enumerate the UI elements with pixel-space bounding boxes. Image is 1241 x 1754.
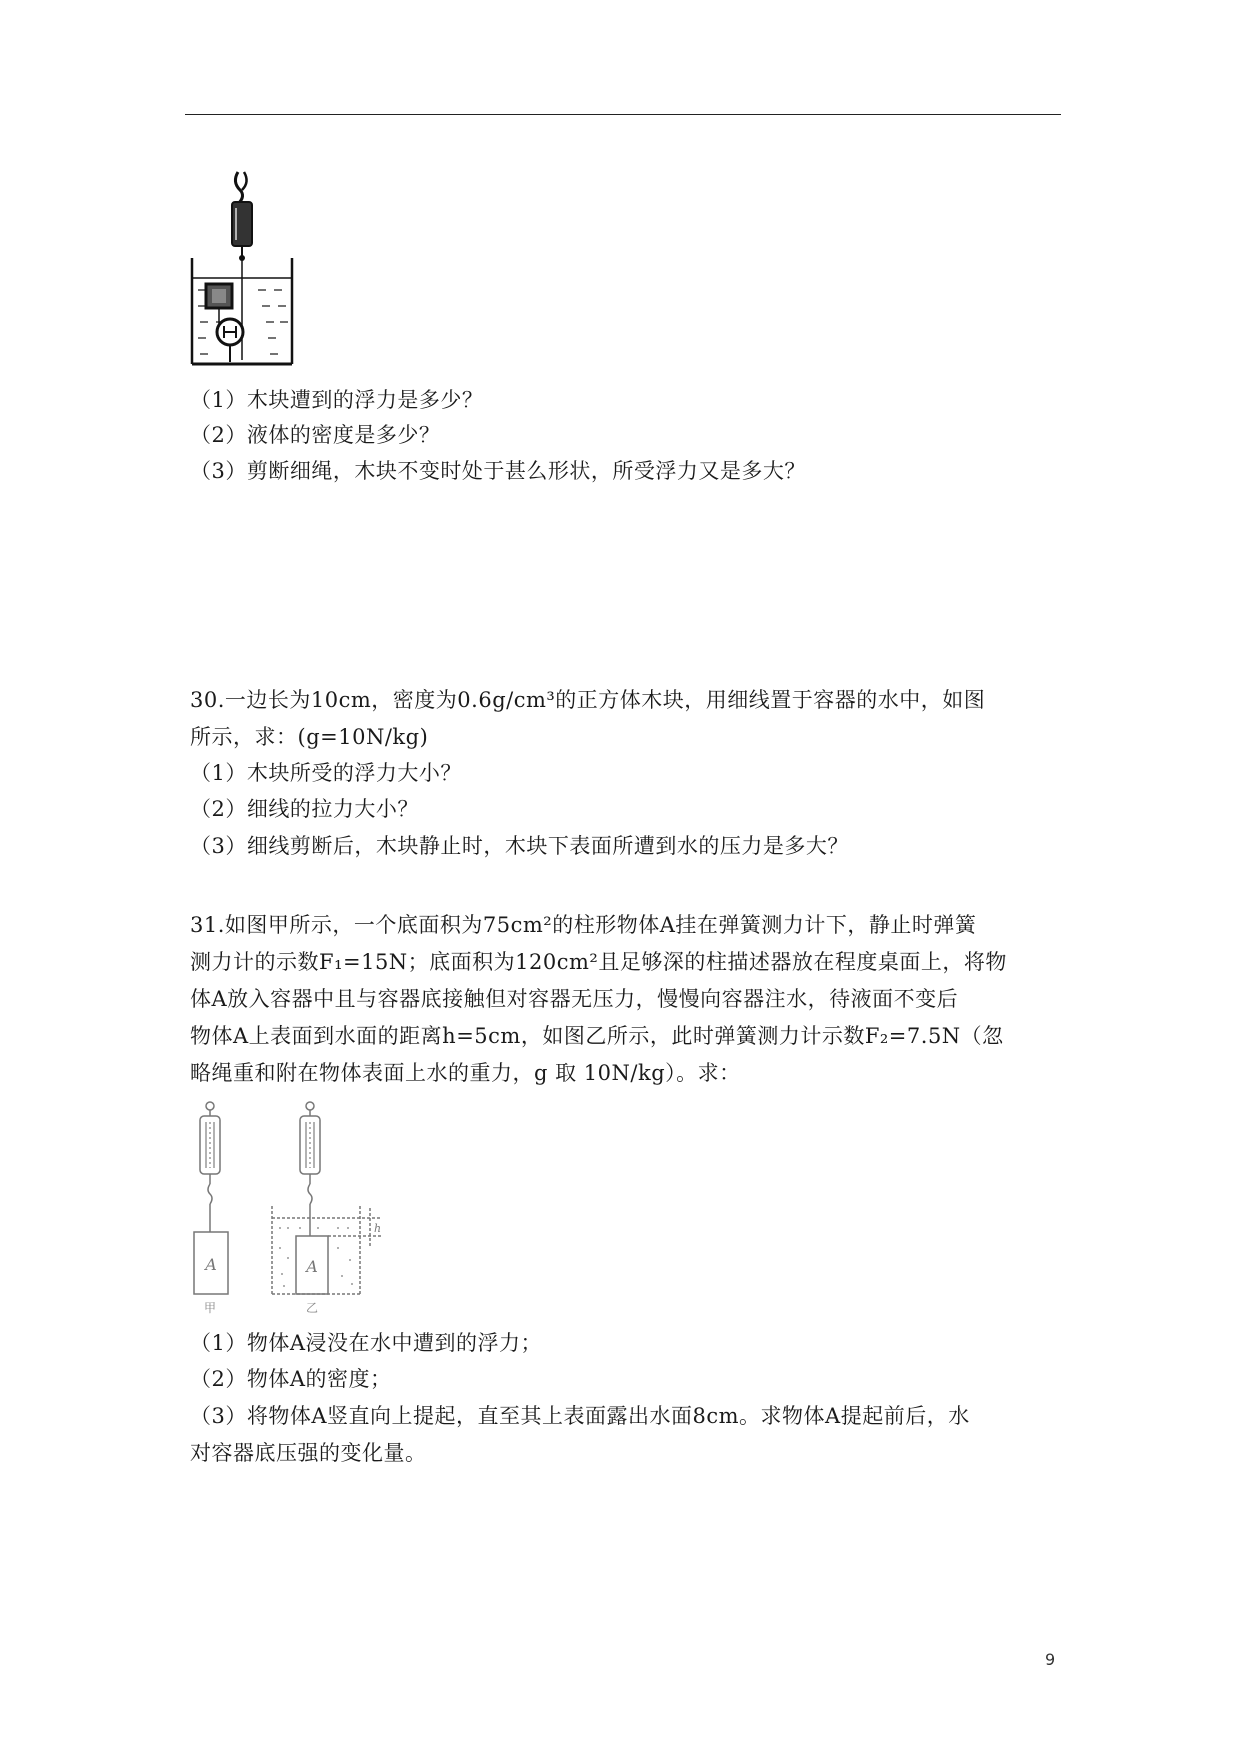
page-number: 9 — [1045, 1650, 1056, 1669]
q29-subquestion-3: （3）剪断细绳，木块不变时处于甚么形状，所受浮力又是多大？ — [190, 459, 806, 483]
q30-subquestion-2: （2）细线的拉力大小？ — [190, 797, 419, 821]
q30-stem-line-2: 所示，求：(g=10N/kg) — [190, 725, 429, 749]
q31-subquestion-1: （1）物体A浸没在水中遭到的浮力； — [190, 1331, 543, 1355]
figure-q29-spring-balance-in-liquid — [188, 168, 296, 366]
figure-label-h: h — [374, 1222, 382, 1235]
q31-stem-line-2: 测力计的示数F₁=15N；底面积为120cm²且足够深的柱描述器放在程度桌面上，将物 — [190, 950, 1007, 974]
q30-subquestion-3: （3）细线剪断后，木块静止时，木块下表面所遭到水的压力是多大？ — [190, 834, 849, 858]
q29-subquestion-1: （1）木块遭到的浮力是多少？ — [190, 388, 484, 412]
q31-stem-line-4: 物体A上表面到水面的距离h=5cm，如图乙所示，此时弹簧测力计示数F₂=7.5N（忽 — [190, 1024, 1004, 1048]
q31-subquestion-3-line-1: （3）将物体A竖直向上提起，直至其上表面露出水面8cm。求物体A提起前后，水 — [190, 1404, 970, 1428]
q31-stem-line-3: 体A放入容器中且与容器底接触但对容器无压力，慢慢向容器注水，待液面不变后 — [190, 987, 959, 1011]
figure-caption-jia: 甲 — [203, 1301, 217, 1315]
figure-label-a-jia: A — [205, 1255, 217, 1274]
figure-caption-yi: 乙 — [305, 1301, 319, 1315]
q29-subquestion-2: （2）液体的密度是多少？ — [190, 423, 441, 447]
header-rule — [185, 114, 1061, 115]
figure-q31-jia-yi — [188, 1098, 384, 1316]
q30-subquestion-1: （1）木块所受的浮力大小？ — [190, 761, 462, 785]
q30-stem-line-1: 30.一边长为10cm，密度为0.6g/cm³的正方体木块，用细线置于容器的水中，如图 — [190, 688, 986, 712]
figure-label-a-yi: A — [306, 1257, 318, 1276]
q31-subquestion-3-line-2: 对容器底压强的变化量。 — [190, 1441, 427, 1465]
q31-subquestion-2: （2）物体A的密度； — [190, 1367, 392, 1391]
q31-stem-line-5: 略绳重和附在物体表面上水的重力，g 取 10N/kg）。求： — [190, 1061, 741, 1085]
q31-stem-line-1: 31.如图甲所示，一个底面积为75cm²的柱形物体A挂在弹簧测力计下，静止时弹簧 — [190, 913, 977, 937]
